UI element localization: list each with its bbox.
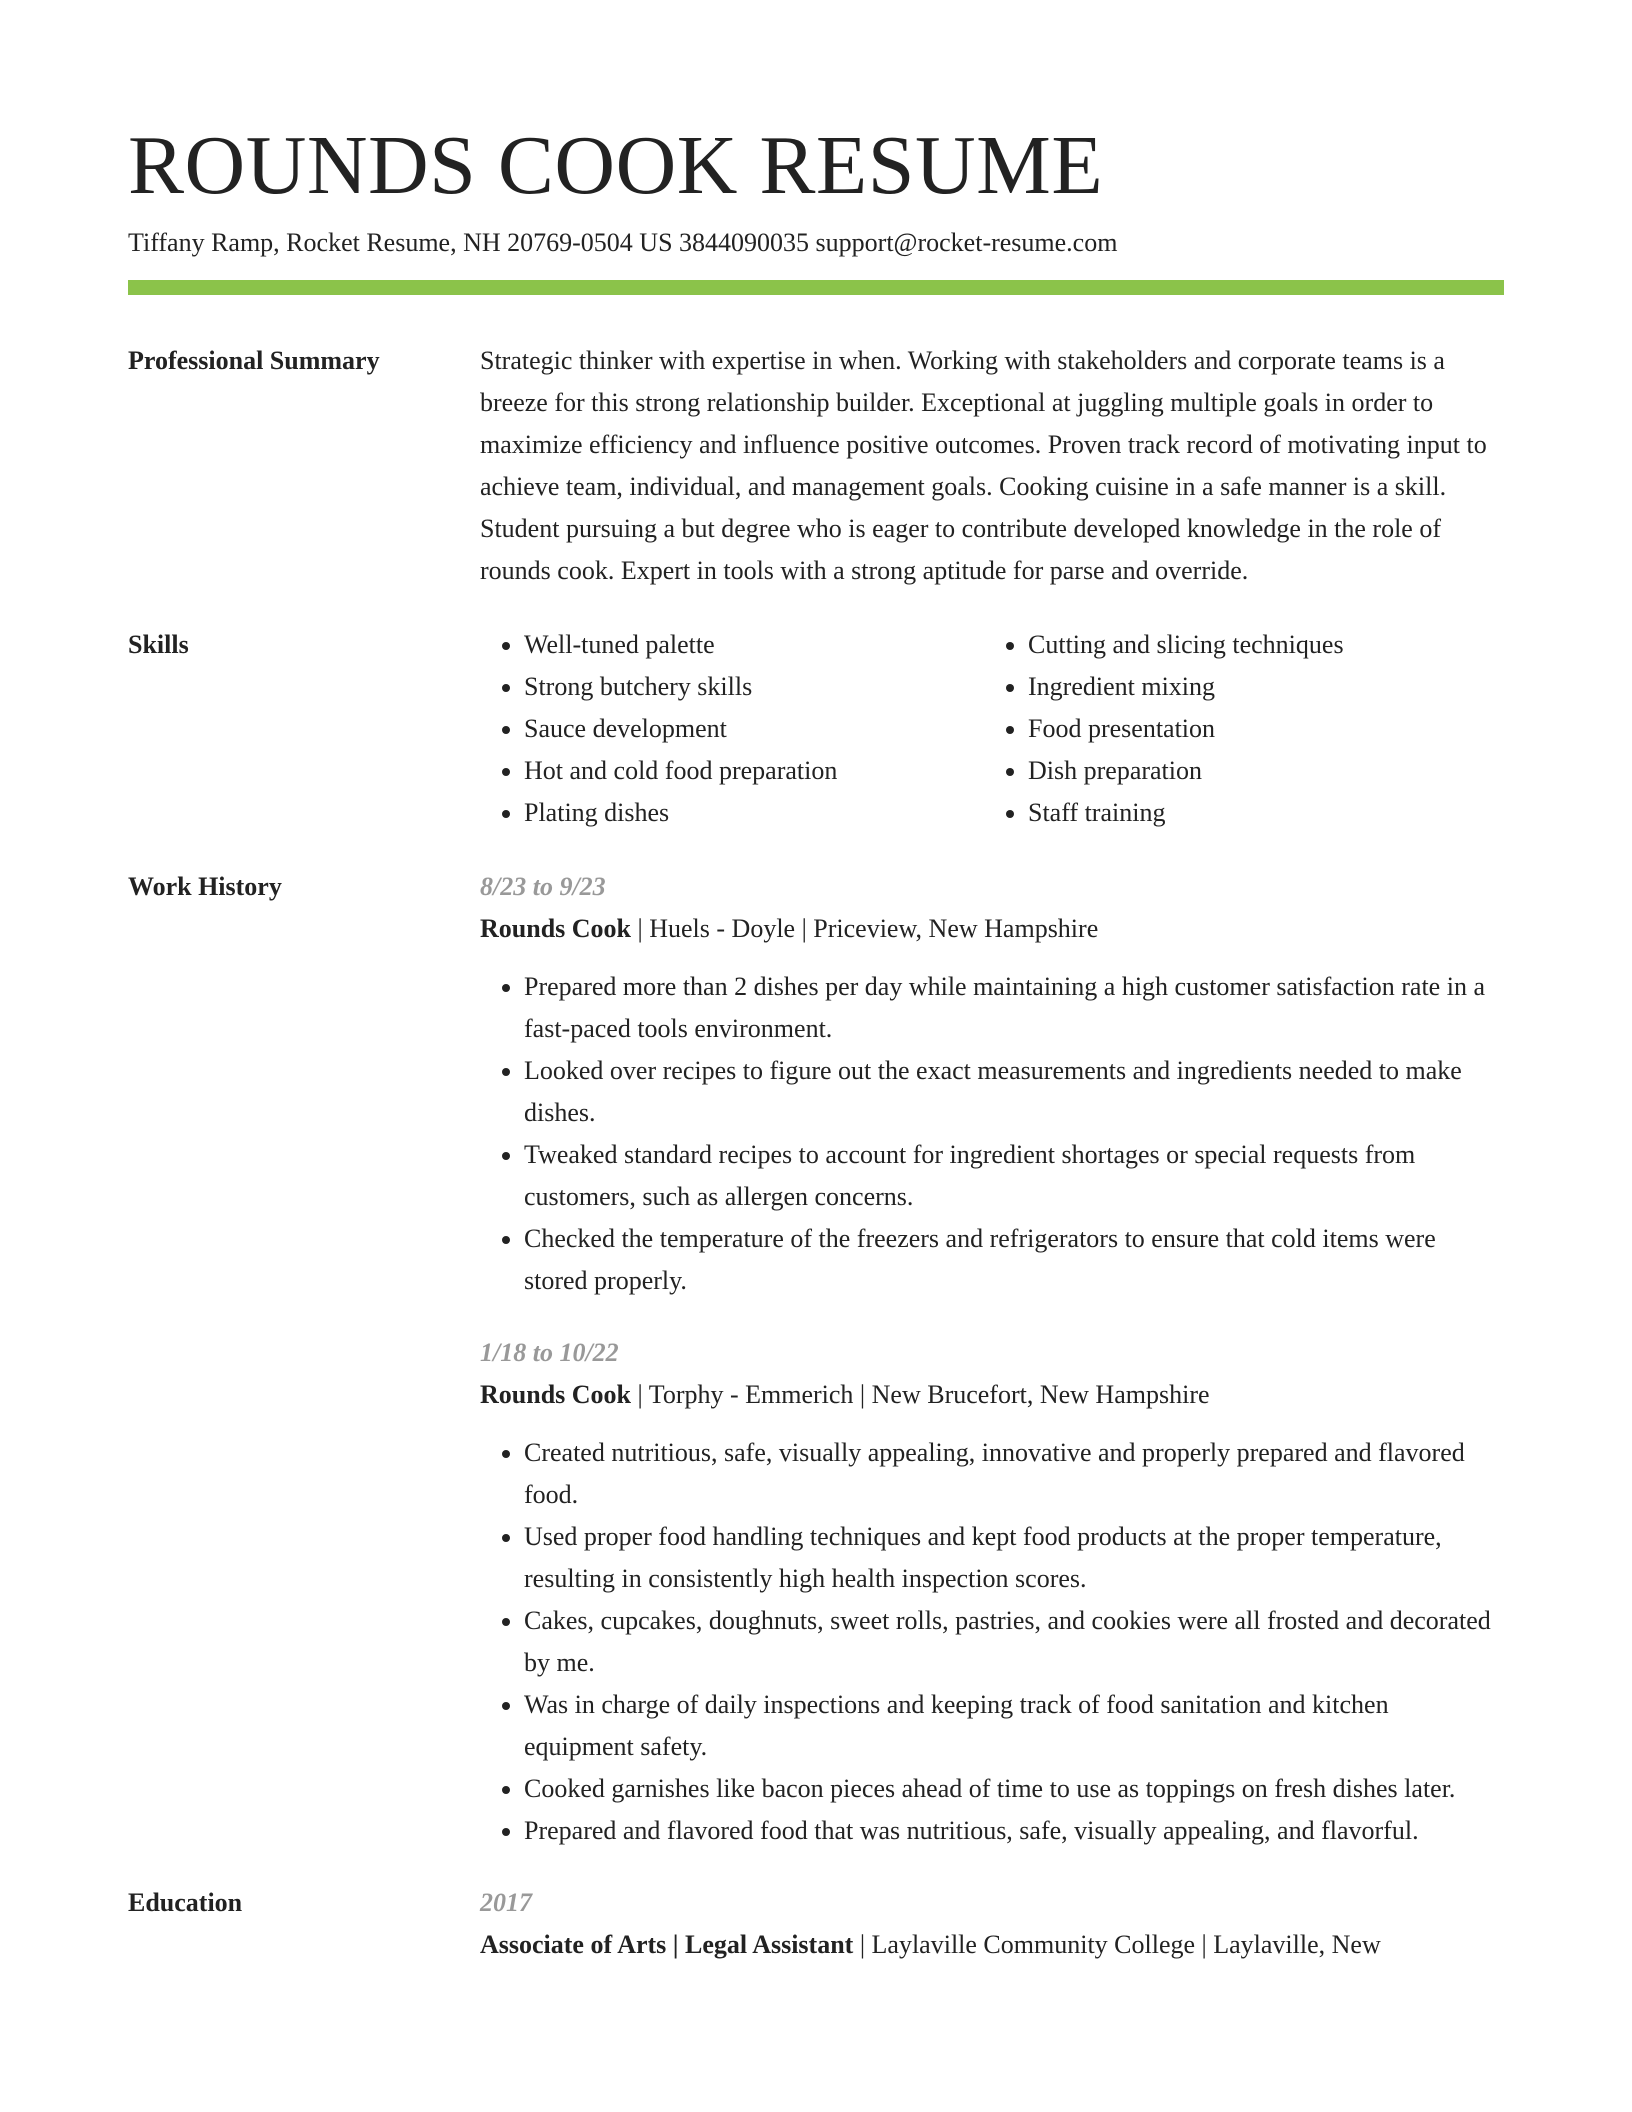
job-bullet: • Cooked garnishes like bacon pieces ahead of time to use as toppings on fresh dishes later. [524,1768,1504,1810]
job-bullet: • Prepared and flavored food that was nutritious, safe, visually appealing, and flavorful. [524,1810,1504,1852]
job-bullets [480,1432,1504,1852]
job-dates: 8/23 to 9/23 [480,872,606,901]
skill-item: • Dish preparation [1028,750,1528,792]
education-details: | Laylaville Community College | Laylaville, New [853,1930,1381,1959]
summary-section [128,340,1504,592]
skill-item: • Staff training [1028,792,1528,834]
job-bullet: • Created nutritious, safe, visually appealing, innovative and properly prepared and flavored food. [524,1432,1504,1516]
job-entry [480,1332,1504,1852]
skill-item: • Sauce development [524,708,984,750]
job-bullet: • Prepared more than 2 dishes per day while maintaining a high customer satisfaction rate in a fast-paced tools environment. [524,966,1504,1050]
skill-item: • Ingredient mixing [1028,666,1528,708]
job-bullet: • Looked over recipes to figure out the exact measurements and ingredients needed to make dishes. [524,1050,1504,1134]
skills-list [480,624,1528,834]
skill-item: • Plating dishes [524,792,984,834]
job-bullets [480,966,1504,1302]
skill-item: • Well-tuned palette [524,624,984,666]
skill-item: • Food presentation [1028,708,1528,750]
resume-page [128,118,1504,1966]
job-title: Rounds Cook [480,914,632,943]
job-bullet: • Was in charge of daily inspections and keeping track of food sanitation and kitchen equipment safety. [524,1684,1504,1768]
job-dates: 1/18 to 10/22 [480,1338,619,1367]
contact-line: Tiffany Ramp, Rocket Resume, NH 20769-0504 US 3844090035 support@rocket-resume.com [128,228,1118,257]
skills-column-1 [480,624,984,834]
education-year: 2017 [480,1888,532,1917]
job-bullet: • Checked the temperature of the freezers and refrigerators to ensure that cold items were stored properly. [524,1218,1504,1302]
job-details: | Huels - Doyle | Priceview, New Hampshire [631,914,1099,943]
job-bullet: • Used proper food handling techniques and kept food products at the proper temperature, resulting in consistently high health inspection scores. [524,1516,1504,1600]
skill-item: • Cutting and slicing techniques [1028,624,1528,666]
work-history-body [480,866,1504,1852]
summary-label: Professional Summary [128,346,380,375]
summary-text: Strategic thinker with expertise in when. Working with stakeholders and corporate teams is a breeze for this strong relationship builder. Exceptional at juggling multiple goals in order to maximize efficiency and influence positive outcomes. Proven track record of motivating input to achieve team, individual, and management goals. Cooking cuisine in a safe manner is a skill. Student pursuing a but degree who is eager to contribute developed knowledge in the role of rounds cook. Expert in tools with a strong aptitude for parse and override. [480,346,1487,585]
job-details: | Torphy - Emmerich | New Brucefort, New Hampshire [631,1380,1210,1409]
skill-item: • Strong butchery skills [524,666,984,708]
skills-section [128,624,1504,834]
resume-title: ROUNDS COOK RESUME [128,119,1104,212]
job-header [480,908,1504,950]
education-body [480,1882,1504,1966]
education-label: Education [128,1888,243,1917]
work-history-label: Work History [128,872,282,901]
job-title: Rounds Cook [480,1380,632,1409]
skills-label: Skills [128,630,189,659]
job-bullet: • Cakes, cupcakes, doughnuts, sweet rolls, pastries, and cookies were all frosted and decorated by me. [524,1600,1504,1684]
accent-divider [128,280,1504,295]
work-history-section [128,866,1504,1852]
job-header [480,1374,1504,1416]
job-entry [480,866,1504,1302]
education-degree: Associate of Arts | Legal Assistant [480,1930,854,1959]
job-bullet: • Tweaked standard recipes to account for ingredient shortages or special requests from customers, such as allergen concerns. [524,1134,1504,1218]
education-section [128,1882,1504,1966]
skill-item: • Hot and cold food preparation [524,750,984,792]
skills-column-2 [984,624,1528,834]
education-header [480,1924,1504,1966]
